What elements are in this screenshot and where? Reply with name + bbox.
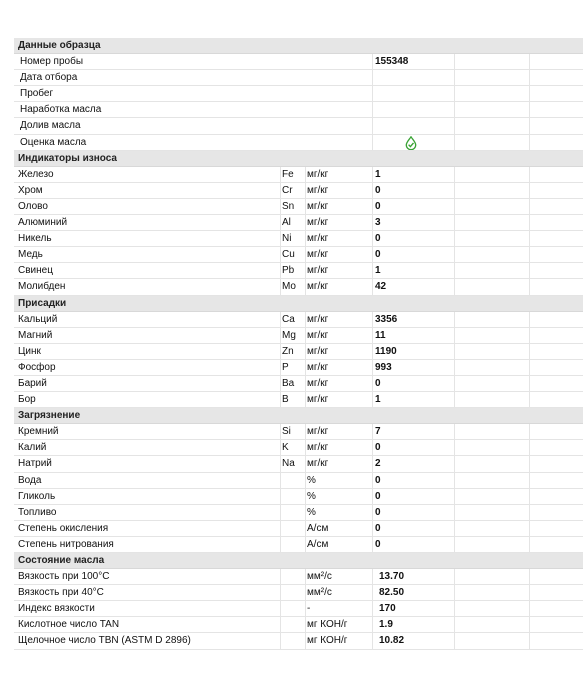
unit-label: мг/кг xyxy=(307,345,329,357)
column-divider xyxy=(454,440,455,455)
unit-label: мг/кг xyxy=(307,217,329,229)
column-divider xyxy=(454,569,455,584)
element-symbol: Al xyxy=(282,217,291,229)
column-divider xyxy=(454,54,455,69)
column-divider xyxy=(529,247,530,262)
unit-label: мг/кг xyxy=(307,377,329,389)
unit-label: мг/кг xyxy=(307,329,329,341)
unit-label: % xyxy=(307,490,316,502)
unit-label: A/см xyxy=(307,522,329,534)
row-value: 7 xyxy=(375,426,381,438)
table-row xyxy=(14,54,583,70)
column-divider xyxy=(454,231,455,246)
element-symbol: Cr xyxy=(282,184,293,196)
section-title: Данные образца xyxy=(18,40,101,51)
table-row xyxy=(14,392,583,408)
element-symbol xyxy=(280,505,305,520)
row-label: Вязкость при 40°C xyxy=(18,587,104,599)
column-divider xyxy=(454,505,455,520)
column-divider xyxy=(529,86,530,101)
column-divider xyxy=(529,424,530,439)
table-row xyxy=(14,521,583,537)
column-divider xyxy=(454,167,455,182)
row-label: Вязкость при 100°C xyxy=(18,571,110,583)
row-value xyxy=(372,118,454,133)
row-value: 0 xyxy=(375,377,381,389)
row-label: Алюминий xyxy=(18,217,68,229)
row-value: 3356 xyxy=(375,313,398,325)
table-row xyxy=(14,135,583,151)
column-divider xyxy=(529,617,530,632)
column-divider xyxy=(454,312,455,327)
row-label: Долив масла xyxy=(20,120,81,132)
element-symbol: P xyxy=(282,361,289,373)
row-label: Свинец xyxy=(18,265,53,277)
unit-label: мг/кг xyxy=(307,442,329,454)
column-divider xyxy=(529,456,530,471)
table-row xyxy=(14,489,583,505)
row-label: Хром xyxy=(18,184,43,196)
table-row xyxy=(14,601,583,617)
column-divider xyxy=(529,473,530,488)
table-row xyxy=(14,473,583,489)
row-value: 0 xyxy=(375,522,381,534)
unit-label: мг КОН/г xyxy=(307,619,348,631)
column-divider xyxy=(529,601,530,616)
element-symbol: Ni xyxy=(282,233,292,245)
column-divider xyxy=(529,489,530,504)
column-divider xyxy=(529,102,530,117)
row-label: Степень нитрования xyxy=(18,538,114,550)
column-divider xyxy=(454,424,455,439)
table-row xyxy=(14,102,583,118)
element-symbol: Zn xyxy=(282,345,294,357)
unit-label: мг/кг xyxy=(307,168,329,180)
column-divider xyxy=(454,585,455,600)
column-divider xyxy=(529,633,530,648)
row-label: Индекс вязкости xyxy=(18,603,95,615)
column-divider xyxy=(454,279,455,294)
element-symbol: Si xyxy=(282,426,291,438)
row-label: Гликоль xyxy=(18,490,56,502)
section-title: Присадки xyxy=(18,297,67,309)
row-label: Цинк xyxy=(18,345,41,357)
section-title: Индикаторы износа xyxy=(18,152,117,164)
column-divider xyxy=(529,440,530,455)
unit-label: мг/кг xyxy=(307,313,329,325)
column-divider xyxy=(529,360,530,375)
element-symbol: Ba xyxy=(282,377,295,389)
column-divider xyxy=(529,215,530,230)
column-divider xyxy=(454,489,455,504)
column-divider xyxy=(454,86,455,101)
column-divider xyxy=(454,199,455,214)
column-divider xyxy=(454,521,455,536)
row-value xyxy=(372,102,454,117)
element-symbol xyxy=(280,537,305,552)
element-symbol: Na xyxy=(282,458,295,470)
column-divider xyxy=(529,505,530,520)
unit-label: мг/кг xyxy=(307,249,329,261)
table-row xyxy=(14,569,583,585)
row-value: 1.9 xyxy=(379,619,393,631)
element-symbol: K xyxy=(282,442,289,454)
element-symbol: Mg xyxy=(282,329,296,341)
column-divider xyxy=(529,376,530,391)
row-value: 170 xyxy=(379,603,396,615)
unit-label: A/см xyxy=(307,538,329,550)
column-divider xyxy=(529,537,530,552)
row-label: Олово xyxy=(18,200,48,212)
row-value: 13.70 xyxy=(379,571,405,583)
table-row xyxy=(14,440,583,456)
column-divider xyxy=(529,199,530,214)
column-divider xyxy=(529,521,530,536)
row-label: Калий xyxy=(18,442,47,454)
row-value: 0 xyxy=(375,200,381,212)
row-label: Наработка масла xyxy=(20,104,102,116)
element-symbol xyxy=(280,489,305,504)
column-divider xyxy=(529,263,530,278)
table-row xyxy=(14,505,583,521)
column-divider xyxy=(454,102,455,117)
unit-label: мг/кг xyxy=(307,265,329,277)
row-label: Топливо xyxy=(18,506,57,518)
column-divider xyxy=(454,633,455,648)
table-row xyxy=(14,183,583,199)
table-row xyxy=(14,344,583,360)
table-row xyxy=(14,279,583,295)
section-title: Загрязнение xyxy=(18,410,81,422)
section-title: Состояние масла xyxy=(18,555,105,566)
column-divider xyxy=(529,312,530,327)
element-symbol: Ca xyxy=(282,313,295,325)
row-label: Оценка масла xyxy=(20,136,87,148)
column-divider xyxy=(529,585,530,600)
unit-label: мг/кг xyxy=(307,458,329,470)
section-header xyxy=(14,553,583,569)
unit-label: % xyxy=(307,506,316,518)
row-value: 42 xyxy=(375,281,387,293)
column-divider xyxy=(454,263,455,278)
element-symbol xyxy=(280,569,305,584)
table-row xyxy=(14,215,583,231)
row-label: Бор xyxy=(18,394,36,406)
row-value: 1 xyxy=(375,168,381,180)
row-label: Медь xyxy=(18,249,43,261)
section-header xyxy=(14,151,583,167)
element-symbol: Cu xyxy=(282,249,295,261)
row-label: Барий xyxy=(18,377,47,389)
unit-label: мг/кг xyxy=(307,200,329,212)
row-label: Магний xyxy=(18,329,53,341)
row-value: 1 xyxy=(375,394,381,406)
table-row xyxy=(14,118,583,134)
column-divider xyxy=(529,70,530,85)
table-row xyxy=(14,231,583,247)
table-row xyxy=(14,585,583,601)
element-symbol: B xyxy=(282,394,289,406)
section-header xyxy=(14,38,583,54)
element-symbol: Fe xyxy=(282,168,294,180)
row-label: Натрий xyxy=(18,458,52,470)
column-divider xyxy=(454,392,455,407)
element-symbol xyxy=(280,633,305,648)
column-divider xyxy=(529,392,530,407)
row-value: 0 xyxy=(375,442,381,454)
unit-label: мг/кг xyxy=(307,361,329,373)
row-value: 0 xyxy=(375,490,381,502)
row-value: 10.82 xyxy=(379,635,405,647)
table-row xyxy=(14,263,583,279)
element-symbol xyxy=(280,617,305,632)
column-divider xyxy=(454,328,455,343)
section-header xyxy=(14,408,583,424)
row-label: Дата отбора xyxy=(20,72,78,84)
row-label: Молибден xyxy=(18,281,66,293)
column-divider xyxy=(529,344,530,359)
row-label: Кальций xyxy=(18,313,58,325)
unit-label: мг/кг xyxy=(307,426,329,438)
table-row xyxy=(14,328,583,344)
column-divider xyxy=(529,54,530,69)
column-divider xyxy=(454,135,455,150)
row-value xyxy=(372,86,454,101)
column-divider xyxy=(454,537,455,552)
table-row xyxy=(14,70,583,86)
column-divider xyxy=(454,601,455,616)
table-row xyxy=(14,312,583,328)
row-value: 2 xyxy=(375,458,381,470)
row-value: 1 xyxy=(375,265,381,277)
row-label: Степень окисления xyxy=(18,522,109,534)
row-value: 0 xyxy=(375,233,381,245)
unit-label: - xyxy=(307,603,311,615)
row-label: Железо xyxy=(18,168,54,180)
unit-label: мг КОН/г xyxy=(307,635,348,647)
row-value: 155348 xyxy=(375,56,409,68)
row-value: 3 xyxy=(375,217,381,229)
row-label: Номер пробы xyxy=(20,56,84,68)
row-value xyxy=(372,135,454,150)
element-symbol xyxy=(280,521,305,536)
column-divider xyxy=(454,473,455,488)
element-symbol xyxy=(280,473,305,488)
column-divider xyxy=(529,135,530,150)
unit-label: % xyxy=(307,474,316,486)
row-label: Кислотное число TAN xyxy=(18,619,120,631)
table-row xyxy=(14,199,583,215)
table-row xyxy=(14,633,583,649)
element-symbol: Pb xyxy=(282,265,295,277)
row-label: Фосфор xyxy=(18,361,56,373)
table-row xyxy=(14,86,583,102)
column-divider xyxy=(529,167,530,182)
row-value: 0 xyxy=(375,184,381,196)
column-divider xyxy=(454,360,455,375)
column-divider xyxy=(454,118,455,133)
element-symbol xyxy=(280,601,305,616)
section-header xyxy=(14,296,583,312)
column-divider xyxy=(529,279,530,294)
column-divider xyxy=(454,183,455,198)
table-row xyxy=(14,360,583,376)
row-value xyxy=(372,70,454,85)
element-symbol xyxy=(280,585,305,600)
unit-label: мг/кг xyxy=(307,184,329,196)
row-label: Вода xyxy=(18,474,42,486)
row-value: 0 xyxy=(375,474,381,486)
row-value: 82.50 xyxy=(379,587,405,599)
row-value: 11 xyxy=(375,329,386,341)
row-label: Кремний xyxy=(18,426,59,438)
unit-label: мм²/с xyxy=(307,571,332,583)
unit-label: мм²/с xyxy=(307,587,332,599)
table-row xyxy=(14,247,583,263)
column-divider xyxy=(529,231,530,246)
column-divider xyxy=(454,344,455,359)
table-row xyxy=(14,424,583,440)
column-divider xyxy=(454,70,455,85)
table-row xyxy=(14,537,583,553)
column-divider xyxy=(454,215,455,230)
table-row xyxy=(14,376,583,392)
column-divider xyxy=(529,183,530,198)
table-row xyxy=(14,456,583,472)
row-value: 0 xyxy=(375,506,381,518)
unit-label: мг/кг xyxy=(307,281,329,293)
column-divider xyxy=(529,118,530,133)
row-value: 0 xyxy=(375,249,381,261)
row-label: Пробег xyxy=(20,88,54,100)
column-divider xyxy=(454,456,455,471)
oil-analysis-report xyxy=(14,38,583,650)
row-label: Никель xyxy=(18,233,52,245)
column-divider xyxy=(529,328,530,343)
row-value: 0 xyxy=(375,538,381,550)
row-value: 993 xyxy=(375,361,392,373)
column-divider xyxy=(529,569,530,584)
column-divider xyxy=(454,247,455,262)
table-row xyxy=(14,167,583,183)
element-symbol: Mo xyxy=(282,281,296,293)
table-row xyxy=(14,617,583,633)
row-label: Щелочное число TBN (ASTM D 2896) xyxy=(18,635,191,647)
oil-drop-check-icon xyxy=(405,136,417,150)
element-symbol: Sn xyxy=(282,200,295,212)
unit-label: мг/кг xyxy=(307,233,329,245)
column-divider xyxy=(454,617,455,632)
unit-label: мг/кг xyxy=(307,394,329,406)
row-value: 1190 xyxy=(375,345,397,357)
column-divider xyxy=(454,376,455,391)
